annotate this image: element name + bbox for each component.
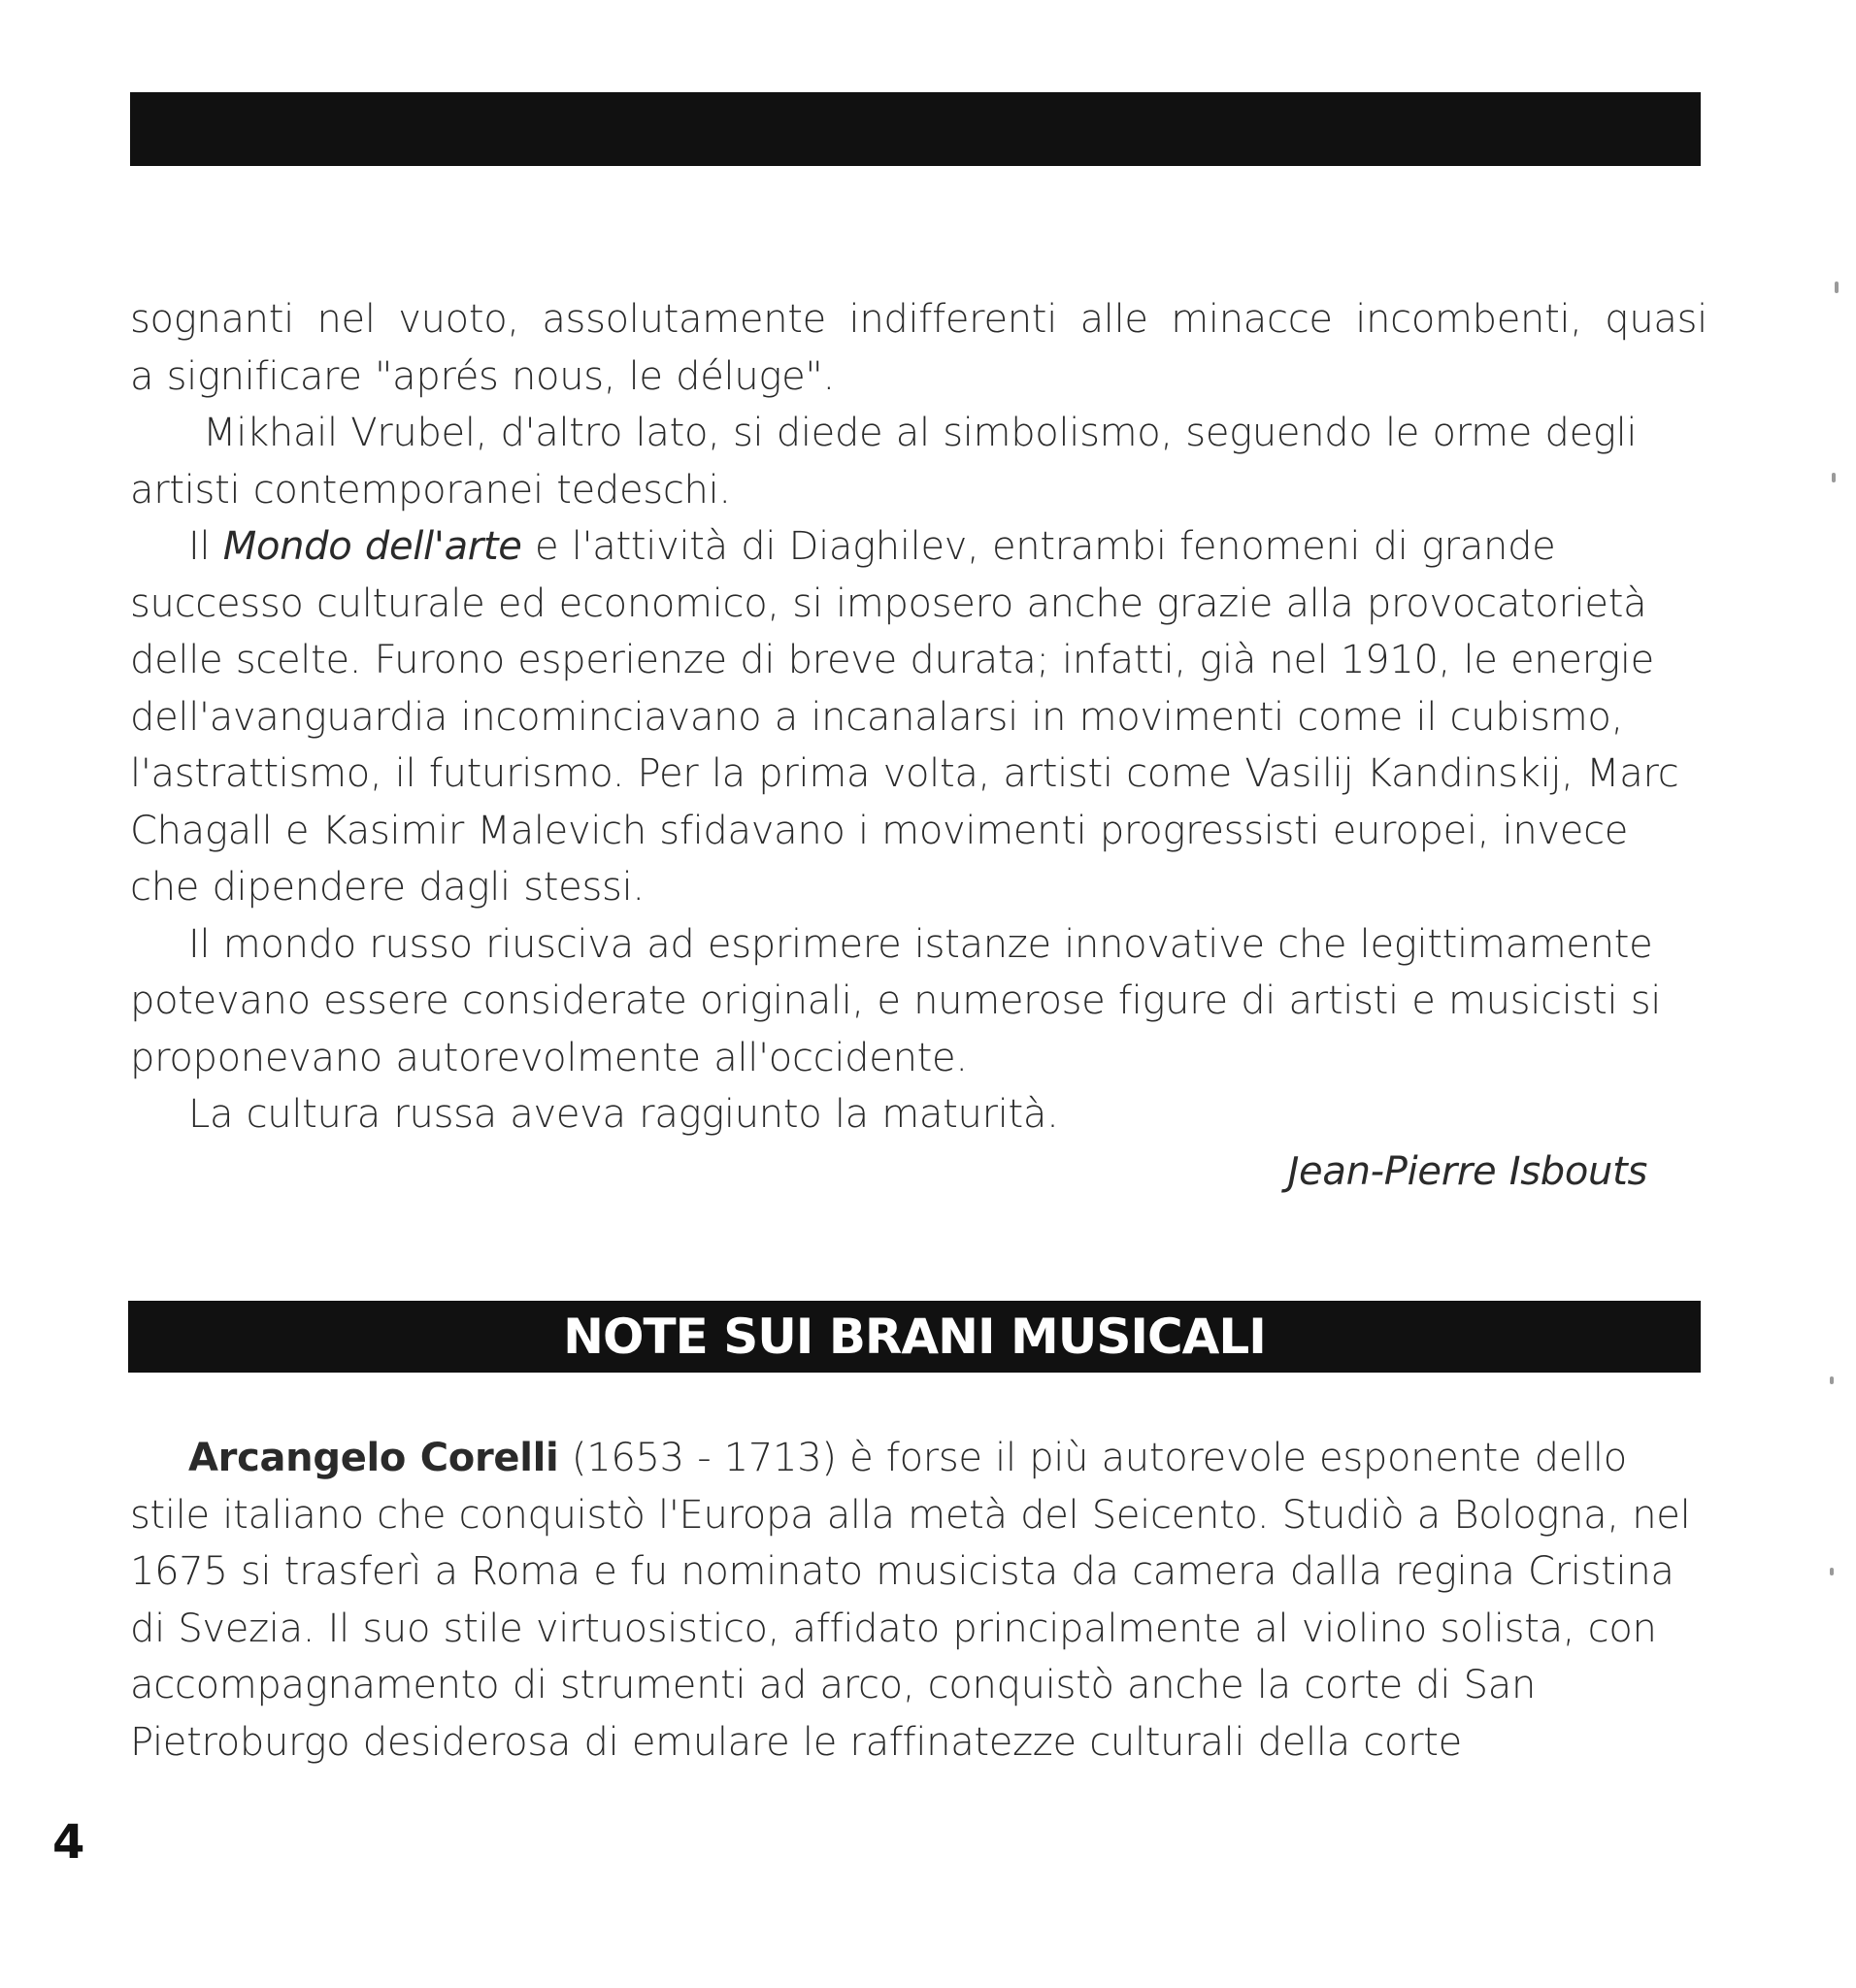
paragraph-1-line-2: a significare "aprés nous, le déluge".	[130, 353, 835, 399]
corelli-text: (1653 - 1713) è forse il più autorevole esponente dello stile italiano che conquistò l'Europa alla metà del Seicento. Studiò a Bologna, nel 1675 si trasferì a Roma e fu nominato musicista da camera dalla regina Cristina di Svezia. Il suo stile virtuosistico, affidato principalmente al violino solista, con accompagnamento di strumenti ad arco, conquistò anche la corte di San Pietroburgo desiderosa di emulare le raffinatezze culturali della corte	[130, 1436, 1691, 1765]
article-text	[130, 291, 1707, 1200]
corelli-paragraph	[130, 1430, 1707, 1771]
scan-mark	[1830, 1376, 1834, 1384]
paragraph-2: Mikhail Vrubel, d'altro lato, si diede al simbolismo, seguendo le orme degli artisti contemporanei tedeschi.	[130, 411, 1638, 513]
composer-name: Arcangelo Corelli	[188, 1436, 559, 1480]
scan-mark	[1832, 473, 1836, 482]
section-text	[130, 1430, 1707, 1771]
page-number: 4	[52, 1815, 85, 1870]
paragraph-3	[130, 518, 1707, 916]
author-signature: Jean-Pierre Isbouts	[1287, 1148, 1647, 1194]
header-bar	[130, 92, 1701, 166]
paragraph-1-line-1: sognanti nel vuoto, assolutamente indifferenti alle minacce incombenti, quasi	[130, 297, 1707, 342]
scan-mark	[1835, 282, 1839, 293]
section-header-bar	[128, 1301, 1701, 1373]
paragraph-1	[130, 291, 1707, 405]
scan-mark	[1830, 1568, 1834, 1575]
journal-title: Mondo dell'arte	[222, 524, 522, 569]
paragraph-3-body: e l'attività di Diaghilev, entrambi fenomeni di grande successo culturale ed economico, si imposero anche grazie alla provocatorietà delle scelte. Furono esperienze di breve durata; infatti, già nel 1910, le energie dell'avanguardia incominciavano a incanalarsi in movimenti come il cubismo, l'astrattismo, il futurismo. Per la prima volta, artisti come Vasilij Kandinskij, Marc Chagall e Kasimir Malevich sfidavano i movimenti progressisti europei, invece che dipendere dagli stessi.	[130, 524, 1679, 910]
paragraph-5: La cultura russa aveva raggiunto la maturità.	[188, 1092, 1059, 1137]
paragraph-4: Il mondo russo riusciva ad esprimere istanze innovative che legittimamente potevano essere considerate originali, e numerose figure di artisti e musicisti si proponevano autorevolmente all'occidente.	[130, 921, 1662, 1080]
section-title: NOTE SUI BRANI MUSICALI	[563, 1309, 1266, 1365]
paragraph-3-prefix: Il	[188, 524, 223, 569]
